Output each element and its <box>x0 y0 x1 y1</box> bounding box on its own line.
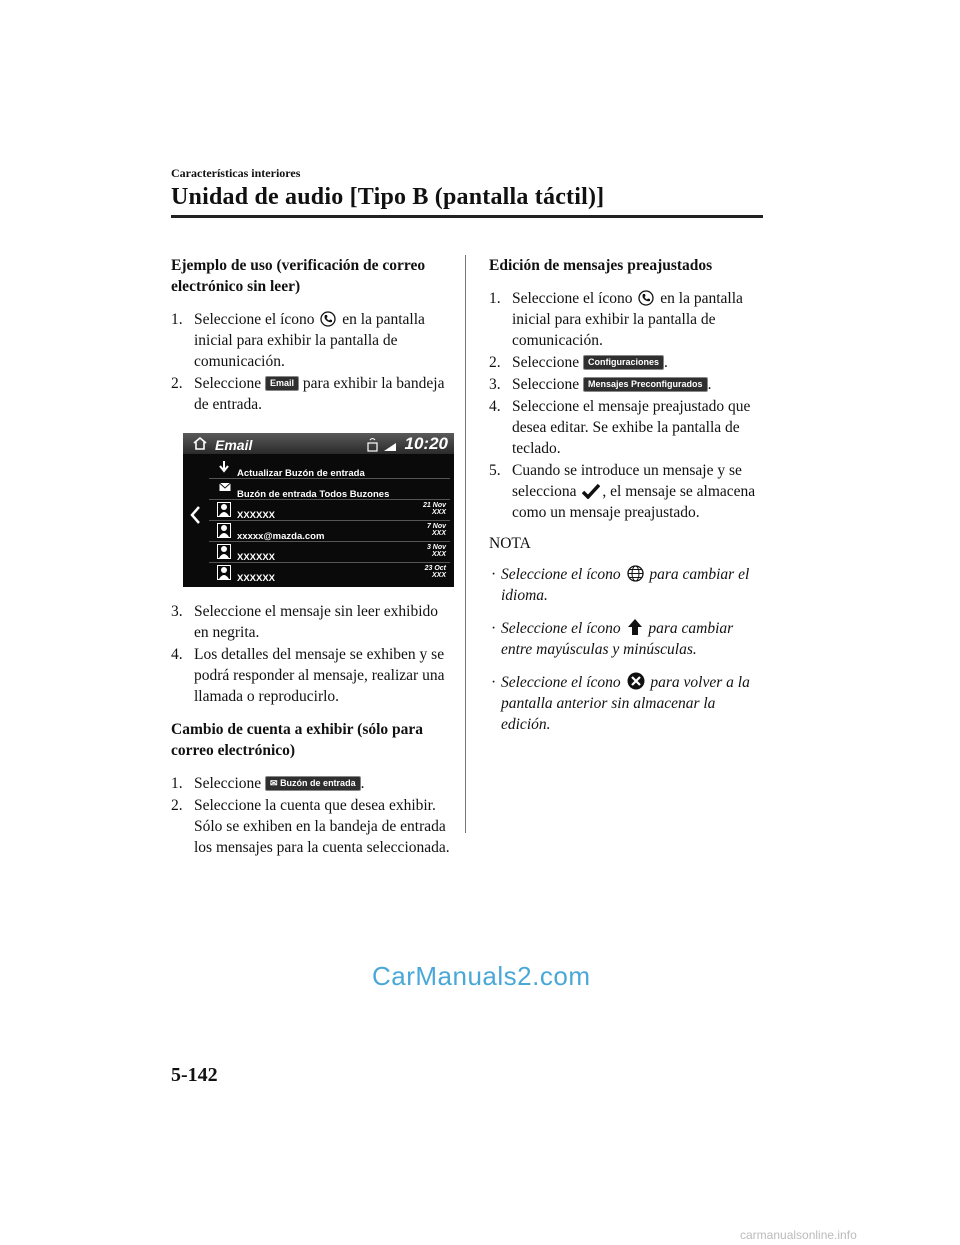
step-text: Seleccione <box>512 376 580 393</box>
list-item <box>209 542 450 563</box>
step-text: Cuando se introduce un mensaje y se selecciona <box>512 462 742 500</box>
note-text: para cambiar entre mayúsculas y minúsculas. <box>501 620 734 658</box>
list-item <box>209 563 450 583</box>
screen-message-list <box>209 458 450 583</box>
back-chevron-icon <box>189 505 201 525</box>
screen-header <box>183 433 454 454</box>
step-number: 3. <box>489 376 501 393</box>
bullet-dot: · <box>491 620 497 637</box>
watermark: carmanualsonline.info <box>740 1228 857 1242</box>
note-text: para cambiar el idioma. <box>501 566 750 604</box>
step-number: 2. <box>171 797 183 814</box>
step-number: 4. <box>171 646 183 663</box>
step <box>171 644 456 707</box>
note-label: NOTA <box>489 535 531 552</box>
list-item-date: 21 Nov XXX <box>423 502 446 516</box>
title-rule <box>171 215 763 218</box>
page-number: 5-142 <box>171 1064 218 1086</box>
right-column <box>489 255 764 747</box>
step-number: 5. <box>489 462 501 479</box>
page-title: Unidad de audio [Tipo B (pantalla táctil)] <box>171 184 605 210</box>
step-text: . <box>707 376 712 393</box>
step-text: Seleccione <box>512 354 580 371</box>
section-label: Características interiores <box>171 166 301 180</box>
list-item-label: XXXXXX <box>237 552 276 563</box>
note-text: Seleccione el ícono <box>501 566 621 583</box>
step-text: Seleccione <box>194 775 262 792</box>
list-item-label: Buzón de entrada Todos Buzones <box>237 489 390 500</box>
left-column <box>171 255 456 859</box>
step <box>489 288 764 351</box>
contact-icon <box>217 502 231 517</box>
heading-change-account: Cambio de cuenta a exhibir (sólo para correo electrónico) <box>171 721 424 759</box>
list-item-label: XXXXXX <box>237 510 276 521</box>
globe-icon <box>627 565 644 582</box>
step <box>489 352 764 373</box>
home-icon <box>193 437 207 450</box>
note-item <box>489 672 764 735</box>
step <box>171 795 456 858</box>
settings-button-image: Configuraciones <box>583 355 664 370</box>
list-item-date: 23 Oct XXX <box>424 565 446 579</box>
checkmark-icon <box>582 484 600 499</box>
step-text: , el mensaje se almacena como un mensaje preajustado. <box>512 483 756 521</box>
step <box>171 309 456 372</box>
step <box>171 373 456 415</box>
step-text: Seleccione el mensaje sin leer exhibido en negrita. <box>194 603 439 641</box>
step <box>489 460 764 523</box>
bullet-dot: · <box>491 674 497 691</box>
step-number: 2. <box>171 375 183 392</box>
step <box>171 601 456 643</box>
list-item-label: XXXXXX <box>237 573 276 584</box>
note-text: Seleccione el ícono <box>501 674 621 691</box>
signal-icon <box>366 436 400 452</box>
screen-title: Email <box>215 437 253 453</box>
screen-time: 10:20 <box>404 434 448 453</box>
list-item-date: 3 Nov XXX <box>426 544 446 558</box>
step-text: para exhibir la bandeja de entrada. <box>194 375 445 413</box>
step <box>489 374 764 395</box>
envelope-icon <box>219 482 231 492</box>
preset-messages-button-image: Mensajes Preconfigurados <box>583 377 708 392</box>
bullet-dot: · <box>491 566 497 583</box>
step-text: . <box>664 354 668 371</box>
heading-usage-example: Ejemplo de uso (verificación de correo electrónico sin leer) <box>171 257 426 295</box>
step <box>171 773 456 794</box>
note-item <box>489 618 764 660</box>
inbox-button-image: ✉ Buzón de entrada <box>265 776 361 791</box>
step-number: 1. <box>171 775 183 792</box>
step-text: en la pantalla inicial para exhibir la pantalla de comunicación. <box>512 290 743 349</box>
step-number: 4. <box>489 398 501 415</box>
step-text: Los detalles del mensaje se exhiben y se podrá responder al mensaje, realizar una llamada o reproducirlo. <box>194 646 445 705</box>
list-item <box>209 521 450 542</box>
note-item <box>489 564 764 606</box>
step-number: 1. <box>171 311 183 328</box>
footer-brand-logo: CarManuals2.com <box>372 961 591 991</box>
note-text: para volver a la pantalla anterior sin almacenar la edición. <box>501 674 750 733</box>
step-number: 1. <box>489 290 501 307</box>
step-text: Seleccione la cuenta que desea exhibir. Sólo se exhiben en la bandeja de entrada los mensajes para la cuenta seleccionada. <box>194 797 450 856</box>
step <box>489 396 764 459</box>
step-number: 2. <box>489 354 501 371</box>
column-divider <box>465 255 466 833</box>
list-item <box>209 458 450 479</box>
list-item <box>209 479 450 500</box>
list-item <box>209 500 450 521</box>
phone-icon <box>320 311 336 327</box>
step-number: 3. <box>171 603 183 620</box>
list-item-date: 7 Nov XXX <box>426 523 446 537</box>
shift-arrow-icon <box>627 618 643 636</box>
contact-icon <box>217 523 231 538</box>
heading-preset-messages: Edición de mensajes preajustados <box>489 257 713 274</box>
email-screen-illustration <box>183 433 454 587</box>
list-item-label: xxxxx@mazda.com <box>237 531 325 542</box>
download-arrow-icon <box>219 461 229 473</box>
cancel-x-icon <box>627 672 645 690</box>
contact-icon <box>217 544 231 559</box>
step-text: Seleccione el ícono <box>512 290 633 307</box>
step-text: Seleccione <box>194 375 262 392</box>
phone-icon <box>638 290 654 306</box>
email-button-image: Email <box>265 376 299 391</box>
step-text: Seleccione el mensaje preajustado que desea editar. Se exhibe la pantalla de teclado. <box>512 398 751 457</box>
step-text: Seleccione el ícono <box>194 311 315 328</box>
contact-icon <box>217 565 231 580</box>
list-item-label: Actualizar Buzón de entrada <box>237 468 365 479</box>
step-text: en la pantalla inicial para exhibir la pantalla de comunicación. <box>194 311 425 370</box>
step-text: . <box>360 775 365 792</box>
note-text: Seleccione el ícono <box>501 620 621 637</box>
